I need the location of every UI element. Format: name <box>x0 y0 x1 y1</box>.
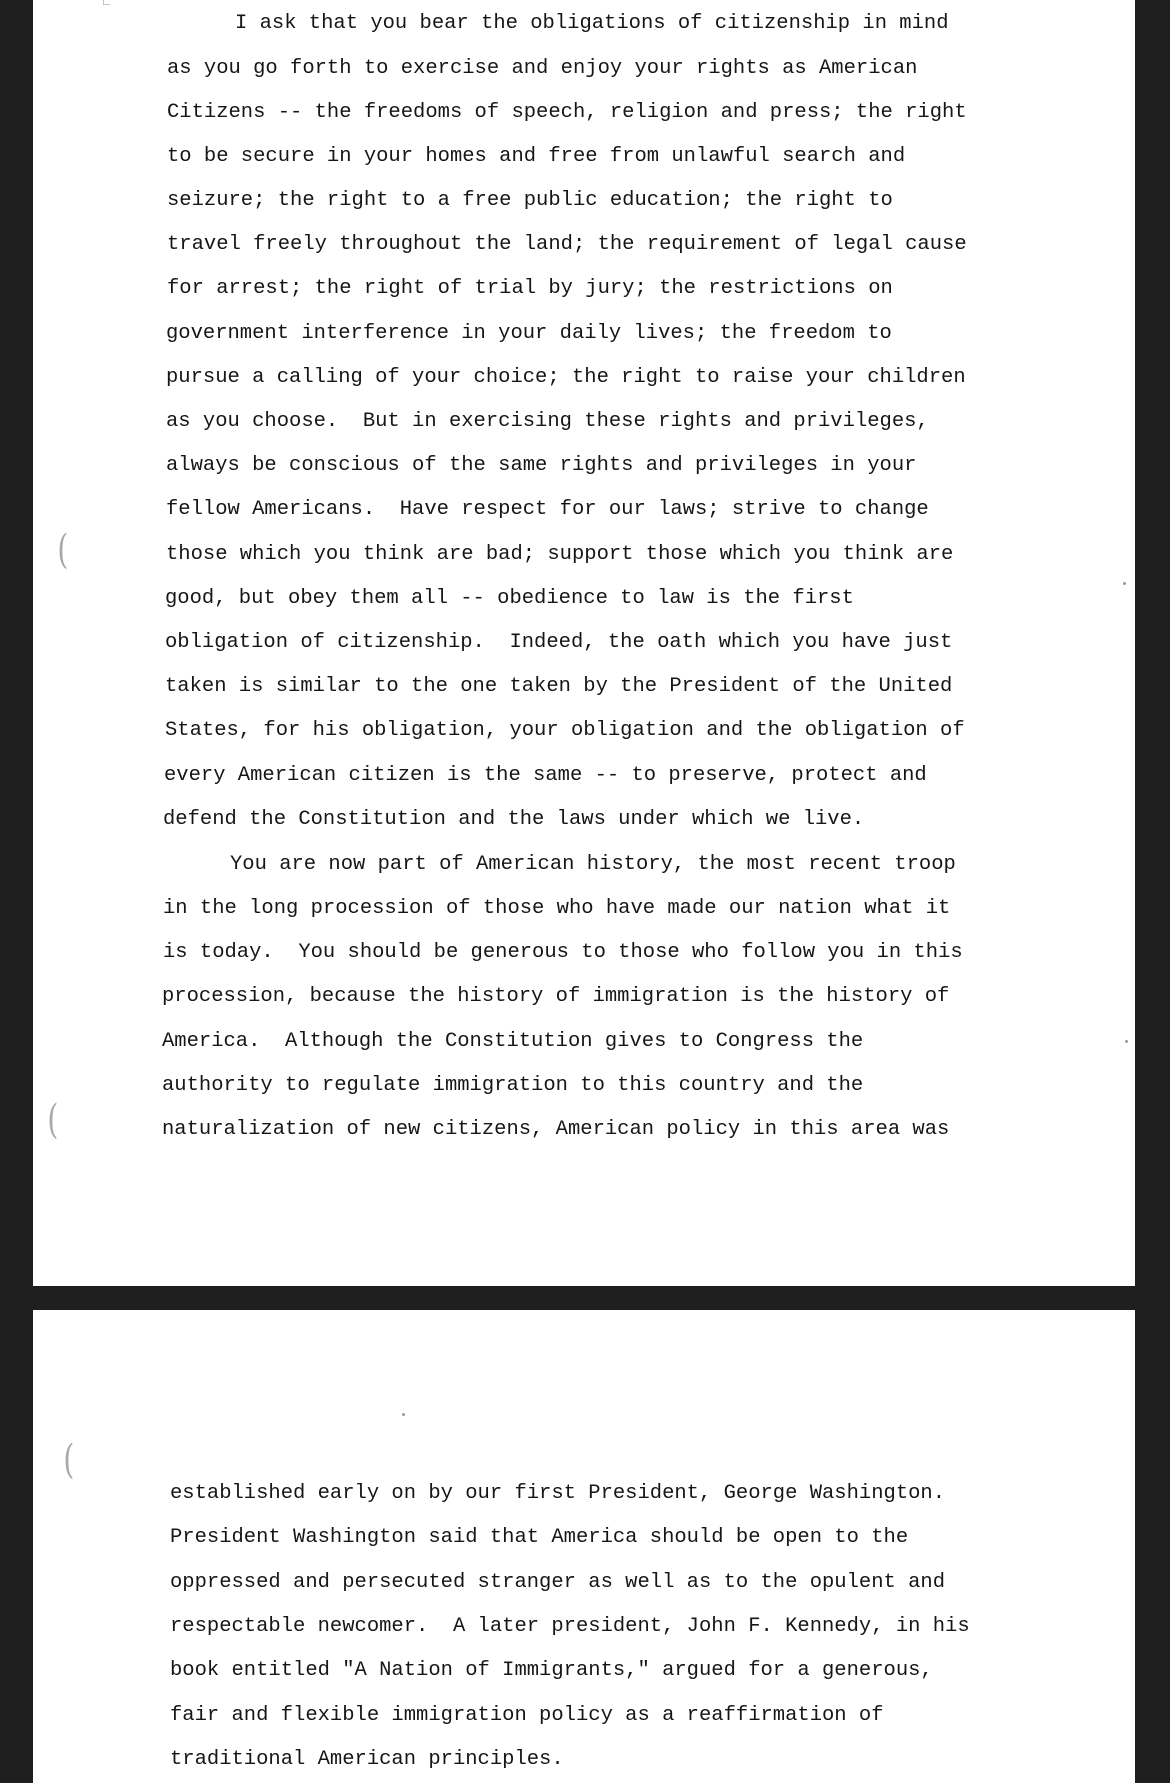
text-line: pursue a calling of your choice; the right to raise your children <box>166 366 966 389</box>
document-page-2 <box>33 1310 1135 1783</box>
corner-artifact <box>103 0 110 5</box>
text-line: respectable newcomer. A later president, John F. Kennedy, in his <box>170 1615 970 1638</box>
scan-speck <box>402 1413 405 1416</box>
text-line: to be secure in your homes and free from unlawful search and <box>167 145 906 168</box>
text-line: as you go forth to exercise and enjoy your rights as American <box>167 57 918 80</box>
margin-mark: ( <box>47 1097 59 1143</box>
text-line: Citizens -- the freedoms of speech, religion and press; the right <box>167 101 967 124</box>
text-line: always be conscious of the same rights and privileges in your <box>166 454 917 477</box>
text-line: fellow Americans. Have respect for our laws; strive to change <box>166 498 929 521</box>
scan-speck <box>1125 1040 1128 1043</box>
text-line: America. Although the Constitution gives to Congress the <box>162 1030 864 1053</box>
text-line: procession, because the history of immigration is the history of <box>162 985 950 1008</box>
text-line: as you choose. But in exercising these rights and privileges, <box>166 410 929 433</box>
text-line: book entitled "A Nation of Immigrants," argued for a generous, <box>170 1659 933 1682</box>
text-line: defend the Constitution and the laws under which we live. <box>163 808 865 831</box>
text-line: taken is similar to the one taken by the President of the United <box>165 675 953 698</box>
text-line: seizure; the right to a free public education; the right to <box>167 189 893 212</box>
text-line: established early on by our first President, George Washington. <box>170 1482 946 1505</box>
text-line: travel freely throughout the land; the requirement of legal cause <box>167 233 967 256</box>
text-line: is today. You should be generous to those who follow you in this <box>163 941 963 964</box>
text-line: President Washington said that America should be open to the <box>170 1526 909 1549</box>
margin-mark: ( <box>57 527 69 573</box>
text-line: good, but obey them all -- obedience to law is the first <box>165 587 854 610</box>
text-line: those which you think are bad; support those which you think are <box>166 543 954 566</box>
text-line: States, for his obligation, your obligation and the obligation of <box>165 719 965 742</box>
text-line: obligation of citizenship. Indeed, the oath which you have just <box>165 631 953 654</box>
text-line: oppressed and persecuted stranger as well as to the opulent and <box>170 1571 946 1594</box>
text-line: every American citizen is the same -- to preserve, protect and <box>164 764 927 787</box>
text-line: I ask that you bear the obligations of citizenship in mind <box>235 12 949 35</box>
scan-speck <box>1123 582 1126 585</box>
text-line: naturalization of new citizens, American policy in this area was <box>162 1118 950 1141</box>
text-line: traditional American principles. <box>170 1748 564 1771</box>
document-page-1 <box>33 0 1135 1286</box>
margin-mark: ( <box>63 1437 75 1483</box>
text-line: authority to regulate immigration to this country and the <box>162 1074 864 1097</box>
text-line: in the long procession of those who have made our nation what it <box>163 897 951 920</box>
text-line: fair and flexible immigration policy as a reaffirmation of <box>170 1704 884 1727</box>
text-line: for arrest; the right of trial by jury; the restrictions on <box>167 277 893 300</box>
text-line: You are now part of American history, the most recent troop <box>230 853 956 876</box>
text-line: government interference in your daily lives; the freedom to <box>166 322 892 345</box>
